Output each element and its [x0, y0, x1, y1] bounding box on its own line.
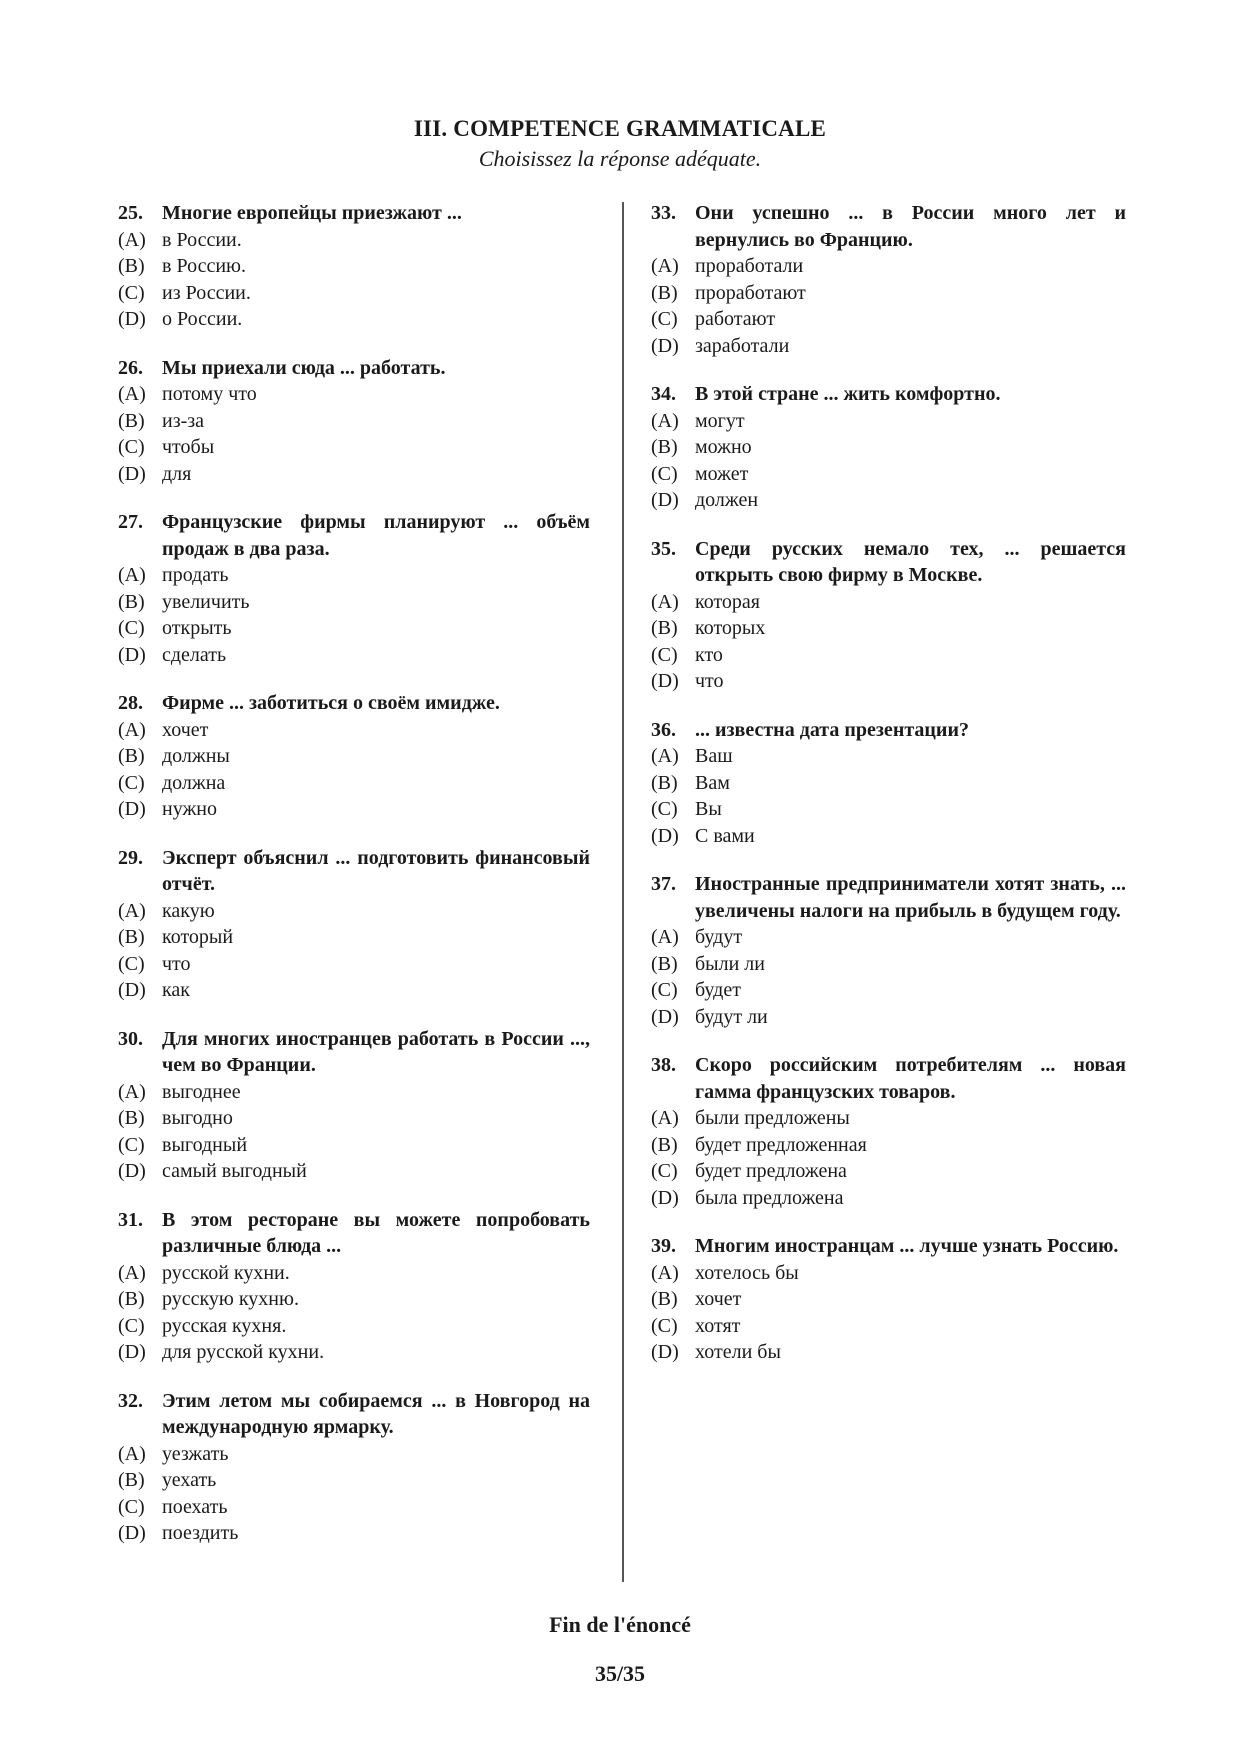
option-text: для русской кухни. — [162, 1341, 325, 1363]
option-label: (B) — [118, 590, 145, 613]
option-label: (D) — [118, 1160, 146, 1182]
option-label: (D) — [118, 798, 146, 820]
option-text: сделать — [162, 643, 227, 666]
option-text: нужно — [162, 798, 217, 820]
option-text: самый выгодный — [162, 1160, 307, 1182]
question-stem — [118, 845, 590, 898]
option-label: (D) — [118, 979, 146, 1001]
answer-options — [651, 253, 1126, 359]
option-text: должны — [162, 745, 230, 767]
answer-option — [651, 642, 1126, 669]
option-label: (D) — [651, 824, 679, 847]
question-stem — [651, 200, 1126, 253]
question-text: ... известна дата презентации? — [695, 718, 969, 741]
option-label: (C) — [118, 771, 145, 794]
question-stem — [118, 200, 590, 227]
question-text: Иностранные предприниматели хотят знать, ... увеличены налоги на прибыль в будущем году. — [695, 873, 1126, 922]
option-label: (C) — [118, 1495, 145, 1518]
answer-option — [651, 333, 1126, 360]
answer-option — [651, 1132, 1126, 1159]
option-text: продать — [162, 564, 229, 586]
option-text: могут — [695, 409, 745, 432]
option-text: из России. — [162, 281, 251, 304]
answer-option — [651, 589, 1126, 616]
option-label: (C) — [651, 462, 678, 485]
question-item — [118, 845, 590, 1004]
question-number: 38. — [651, 1054, 676, 1076]
answer-options — [118, 717, 590, 823]
option-label: (C) — [651, 1160, 678, 1182]
answer-option — [651, 743, 1126, 770]
option-text: которая — [695, 590, 760, 613]
option-text: чтобы — [162, 436, 215, 458]
option-label: (A) — [118, 1442, 146, 1465]
option-text: русская кухня. — [162, 1314, 287, 1337]
option-text: который — [162, 926, 234, 948]
option-text: будет предложенная — [695, 1133, 867, 1156]
option-label: (A) — [118, 228, 146, 251]
answer-option — [118, 253, 590, 280]
answer-option — [118, 1105, 590, 1132]
answer-option — [118, 434, 590, 461]
option-text: хочет — [162, 718, 209, 741]
option-text: Вы — [695, 798, 722, 820]
option-text: увеличить — [162, 590, 250, 613]
answer-option — [651, 823, 1126, 850]
answer-option — [651, 487, 1126, 514]
option-text: русской кухни. — [162, 1261, 290, 1284]
option-label: (D) — [651, 489, 679, 511]
option-text: должен — [695, 489, 759, 511]
answer-option — [651, 280, 1126, 307]
option-text: С вами — [695, 824, 755, 847]
option-text: были ли — [695, 952, 765, 975]
question-stem — [118, 690, 590, 717]
option-label: (A) — [651, 1107, 679, 1129]
option-label: (A) — [651, 926, 679, 948]
answer-option — [651, 1260, 1126, 1287]
question-stem — [651, 1233, 1126, 1260]
option-text: должна — [162, 771, 226, 794]
question-text: Скоро российским потребителям ... новая гамма французских товаров. — [695, 1054, 1126, 1103]
option-label: (D) — [118, 308, 146, 330]
option-text: проработали — [695, 255, 804, 277]
answer-option — [651, 1004, 1126, 1031]
question-stem — [118, 1388, 590, 1441]
question-stem — [118, 509, 590, 562]
question-stem — [118, 1026, 590, 1079]
question-number: 27. — [118, 511, 143, 533]
answer-options — [651, 589, 1126, 695]
question-text: Они успешно ... в России много лет и вернулись во Францию. — [695, 202, 1126, 251]
question-stem — [118, 1207, 590, 1260]
option-text: выгодно — [162, 1107, 233, 1129]
answer-option — [651, 924, 1126, 951]
question-stem — [651, 381, 1126, 408]
question-number: 35. — [651, 537, 676, 560]
answer-option — [118, 227, 590, 254]
option-label: (C) — [118, 1133, 145, 1156]
question-stem — [651, 1052, 1126, 1105]
question-item — [118, 355, 590, 488]
option-label: (A) — [118, 899, 146, 922]
option-label: (B) — [651, 617, 678, 639]
answer-option — [118, 1132, 590, 1159]
question-item — [651, 871, 1126, 1030]
option-label: (A) — [118, 564, 146, 586]
question-number: 29. — [118, 846, 143, 869]
question-item — [651, 1052, 1126, 1211]
option-text: поездить — [162, 1522, 239, 1544]
answer-option — [651, 434, 1126, 461]
option-label: (B) — [118, 745, 145, 767]
option-text: выгодный — [162, 1133, 248, 1156]
answer-options — [118, 1260, 590, 1366]
option-text: как — [162, 979, 191, 1001]
answer-option — [118, 717, 590, 744]
option-label: (B) — [118, 1469, 145, 1491]
answer-option — [118, 977, 590, 1004]
answer-options — [651, 408, 1126, 514]
question-text: В этом ресторане вы можете попробовать различные блюда ... — [162, 1208, 590, 1257]
answer-option — [118, 615, 590, 642]
answer-option — [651, 668, 1126, 695]
answer-option — [118, 1158, 590, 1185]
option-label: (A) — [651, 255, 679, 277]
answer-option — [118, 1260, 590, 1287]
option-label: (D) — [118, 1341, 146, 1363]
option-label: (B) — [651, 952, 678, 975]
option-label: (D) — [118, 643, 146, 666]
option-text: Ваш — [695, 745, 733, 767]
option-label: (B) — [118, 1107, 145, 1129]
option-text: хотят — [695, 1314, 741, 1337]
option-label: (C) — [651, 979, 678, 1001]
answer-option — [118, 898, 590, 925]
option-text: проработают — [695, 281, 806, 304]
option-label: (B) — [651, 771, 678, 794]
answer-option — [651, 1339, 1126, 1366]
answer-options — [118, 1441, 590, 1547]
question-number: 34. — [651, 383, 676, 405]
answer-option — [118, 1286, 590, 1313]
answer-option — [651, 770, 1126, 797]
option-label: (C) — [651, 308, 678, 330]
answer-options — [118, 227, 590, 333]
question-number: 30. — [118, 1027, 143, 1050]
answer-options — [651, 1260, 1126, 1366]
answer-options — [118, 898, 590, 1004]
option-text: работают — [695, 308, 776, 330]
question-item — [651, 381, 1126, 514]
question-text: Этим летом мы собираемся ... в Новгород на международную ярмарку. — [162, 1389, 590, 1438]
question-stem — [118, 355, 590, 382]
option-label: (B) — [651, 436, 678, 458]
question-item — [651, 1233, 1126, 1366]
answer-options — [651, 743, 1126, 849]
answer-option — [651, 408, 1126, 435]
answer-option — [118, 408, 590, 435]
option-label: (A) — [118, 383, 146, 405]
answer-option — [651, 1286, 1126, 1313]
answer-option — [651, 1105, 1126, 1132]
option-text: что — [162, 952, 191, 975]
answer-option — [118, 743, 590, 770]
answer-option — [118, 1339, 590, 1366]
answer-options — [118, 381, 590, 487]
option-label: (A) — [651, 590, 679, 613]
option-label: (B) — [118, 926, 145, 948]
answer-option — [118, 924, 590, 951]
option-label: (B) — [651, 281, 678, 304]
answer-option — [118, 1520, 590, 1547]
answer-options — [118, 562, 590, 668]
option-label: (D) — [118, 462, 146, 485]
option-text: в Россию. — [162, 255, 246, 277]
answer-option — [118, 1467, 590, 1494]
option-label: (D) — [651, 334, 679, 357]
answer-options — [651, 924, 1126, 1030]
option-text: были предложены — [695, 1107, 850, 1129]
question-item — [651, 200, 1126, 359]
option-label: (A) — [651, 409, 679, 432]
option-label: (D) — [651, 1005, 679, 1028]
question-item — [118, 1026, 590, 1185]
question-item — [118, 1207, 590, 1366]
option-text: уезжать — [162, 1442, 229, 1465]
answer-option — [118, 1494, 590, 1521]
option-text: какую — [162, 899, 215, 922]
answer-option — [118, 589, 590, 616]
answer-option — [651, 977, 1126, 1004]
answer-option — [118, 642, 590, 669]
option-text: о России. — [162, 308, 243, 330]
answer-option — [651, 253, 1126, 280]
end-of-statement: Fin de l'énoncé — [549, 1612, 691, 1637]
answer-option — [651, 615, 1126, 642]
answer-option — [651, 1158, 1126, 1185]
question-item — [651, 536, 1126, 695]
option-text: поехать — [162, 1495, 228, 1518]
answer-options — [651, 1105, 1126, 1211]
answer-option — [651, 1185, 1126, 1212]
question-text: Мы приехали сюда ... работать. — [162, 356, 446, 379]
answer-options — [118, 1079, 590, 1185]
option-label: (D) — [118, 1522, 146, 1544]
answer-option — [118, 306, 590, 333]
answer-option — [118, 1079, 590, 1106]
option-text: заработали — [695, 334, 790, 357]
answer-option — [118, 562, 590, 589]
option-label: (C) — [118, 281, 145, 304]
option-text: будут — [695, 926, 743, 948]
option-label: (C) — [118, 436, 145, 458]
option-text: хотели бы — [695, 1341, 781, 1363]
option-label: (B) — [118, 255, 145, 277]
instruction-text: Choisissez la réponse adéquate. — [478, 146, 762, 171]
question-text: Многим иностранцам ... лучше узнать Россию. — [695, 1235, 1119, 1257]
option-label: (B) — [118, 1288, 145, 1310]
question-text: Эксперт объяснил ... подготовить финансовый отчёт. — [162, 846, 590, 895]
option-text: можно — [695, 436, 752, 458]
option-label: (C) — [118, 952, 145, 975]
option-text: хотелось бы — [695, 1261, 799, 1284]
question-number: 31. — [118, 1208, 143, 1231]
answer-option — [118, 381, 590, 408]
option-text: что — [695, 670, 724, 692]
option-text: будут ли — [695, 1005, 768, 1028]
answer-option — [651, 1313, 1126, 1340]
option-label: (D) — [651, 1341, 679, 1363]
option-label: (A) — [118, 718, 146, 741]
option-label: (B) — [118, 409, 145, 432]
option-text: уехать — [162, 1469, 217, 1491]
question-text: Для многих иностранцев работать в России ..., чем во Франции. — [162, 1027, 590, 1076]
answer-option — [651, 951, 1126, 978]
question-text: Многие европейцы приезжают ... — [162, 202, 462, 224]
option-text: хочет — [695, 1288, 742, 1310]
option-text: для — [162, 462, 192, 485]
question-number: 25. — [118, 202, 143, 224]
answer-option — [118, 770, 590, 797]
option-text: в России. — [162, 228, 242, 251]
right-question-column — [651, 200, 1126, 1388]
option-text: будет предложена — [695, 1160, 847, 1182]
option-label: (A) — [118, 1080, 146, 1103]
question-text: Среди русских немало тех, ... решается открыть свою фирму в Москве. — [695, 537, 1126, 586]
answer-option — [651, 306, 1126, 333]
option-text: была предложена — [695, 1186, 844, 1209]
option-label: (D) — [651, 1186, 679, 1209]
option-text: выгоднее — [162, 1080, 241, 1103]
question-number: 36. — [651, 718, 676, 741]
question-text: Французские фирмы планируют ... объём продаж в два раза. — [162, 511, 590, 560]
question-number: 33. — [651, 202, 676, 224]
option-label: (A) — [651, 745, 679, 767]
question-stem — [651, 871, 1126, 924]
option-text: кто — [695, 643, 723, 666]
option-text: которых — [695, 617, 766, 639]
option-text: открыть — [162, 617, 232, 639]
option-label: (B) — [651, 1288, 678, 1310]
question-item — [118, 690, 590, 823]
question-item — [651, 717, 1126, 850]
left-question-column — [118, 200, 590, 1569]
option-text: потому что — [162, 383, 257, 405]
answer-option — [118, 796, 590, 823]
page-number: 35/35 — [594, 1661, 646, 1686]
answer-option — [118, 1441, 590, 1468]
question-number: 37. — [651, 873, 676, 895]
option-label: (B) — [651, 1133, 678, 1156]
option-label: (C) — [651, 1314, 678, 1337]
question-item — [118, 509, 590, 668]
answer-option — [118, 280, 590, 307]
answer-option — [118, 951, 590, 978]
answer-option — [651, 461, 1126, 488]
column-divider — [622, 202, 624, 1582]
question-number: 39. — [651, 1235, 676, 1257]
section-header — [0, 114, 1240, 174]
question-text: В этой стране ... жить комфортно. — [695, 383, 1001, 405]
option-label: (D) — [651, 670, 679, 692]
answer-option — [118, 461, 590, 488]
option-text: из-за — [162, 409, 205, 432]
option-label: (C) — [651, 798, 678, 820]
answer-option — [118, 1313, 590, 1340]
option-text: будет — [695, 979, 741, 1001]
question-stem — [651, 717, 1126, 744]
option-label: (C) — [118, 617, 145, 639]
question-stem — [651, 536, 1126, 589]
option-label: (C) — [118, 1314, 145, 1337]
question-item — [118, 1388, 590, 1547]
question-item — [118, 200, 590, 333]
option-text: может — [695, 462, 749, 485]
answer-option — [651, 796, 1126, 823]
option-label: (A) — [118, 1261, 146, 1284]
option-label: (A) — [651, 1261, 679, 1284]
option-text: Вам — [695, 771, 730, 794]
question-number: 32. — [118, 1389, 143, 1412]
option-text: русскую кухню. — [162, 1288, 299, 1310]
section-title: III. COMPETENCE GRAMMATICALE — [413, 116, 827, 141]
question-number: 26. — [118, 356, 143, 379]
question-text: Фирме ... заботиться о своём имидже. — [162, 692, 500, 714]
option-label: (C) — [651, 643, 678, 666]
question-number: 28. — [118, 692, 143, 714]
